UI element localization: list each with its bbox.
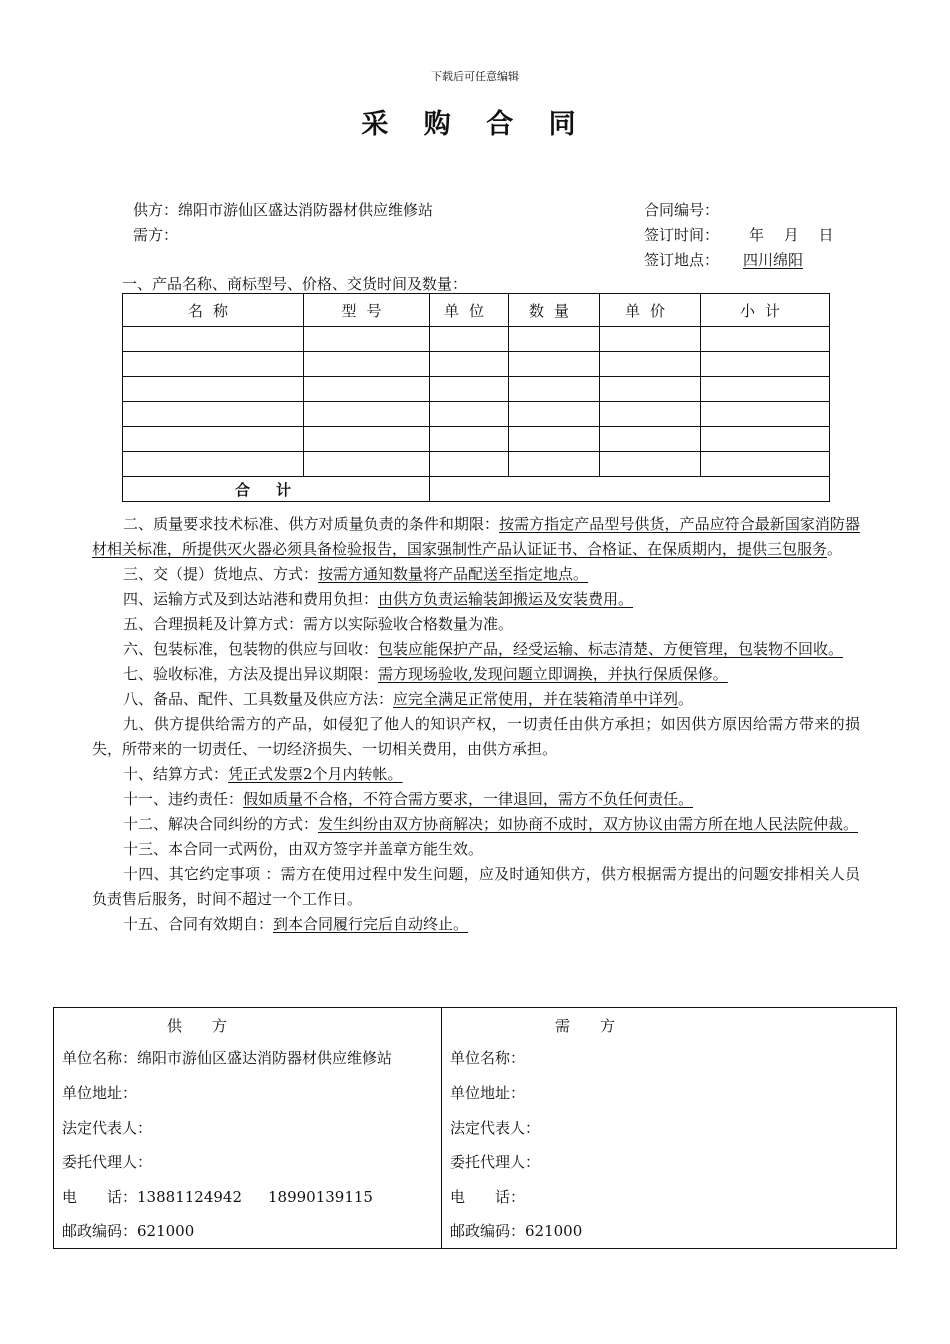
clause-11-value: 假如质量不合格，不符合需方要求，一律退回，需方不负任何责任。 xyxy=(243,790,694,808)
parties-divider xyxy=(441,1008,442,1248)
clause-10-label: 十、结算方式： xyxy=(123,765,229,783)
sign-time-value: 年 月 日 xyxy=(749,226,834,244)
header-subtotal: 小计 xyxy=(701,294,830,327)
section1-title: 一、产品名称、商标型号、价格、交货时间及数量： xyxy=(122,275,468,293)
document-title: 采 购 合 同 xyxy=(361,109,589,140)
clause-5: 五、合理损耗及计算方式：需方以实际验收合格数量为准。 xyxy=(123,615,514,633)
clause-11-label: 十一、违约责任： xyxy=(123,790,244,808)
total-row xyxy=(123,477,830,502)
clause-7 xyxy=(92,662,860,687)
table-cell xyxy=(600,452,701,477)
table-cell xyxy=(430,377,509,402)
clause-2 xyxy=(92,512,860,562)
sign-place-line xyxy=(644,249,803,270)
clause-2-end: 。 xyxy=(827,540,843,558)
buyer-heading: 需方 xyxy=(554,1017,645,1035)
buyer-label: 需方： xyxy=(133,226,179,244)
header-model: 型号 xyxy=(304,294,430,327)
table-cell xyxy=(701,427,830,452)
top-note: 下载后可任意编辑 xyxy=(431,70,519,83)
table-cell xyxy=(123,352,304,377)
table-cell xyxy=(304,352,430,377)
clause-9: 九、供方提供给需方的产品，如侵犯了他人的知识产权，一切责任由供方承担；如因供方原因给需方带来的损失，所带来的一切责任、一切经济损失、一切相关费用，由供方承担。 xyxy=(92,715,860,758)
clause-8-end: 。 xyxy=(678,690,694,708)
table-cell xyxy=(304,377,430,402)
table-cell xyxy=(600,352,701,377)
table-cell xyxy=(600,402,701,427)
clause-6-label: 六、包装标准，包装物的供应与回收： xyxy=(123,640,379,658)
clause-8 xyxy=(92,687,860,712)
clause-13: 十三、本合同一式两份，由双方签字并盖章方能生效。 xyxy=(123,840,484,858)
clause-12-value: 发生纠纷由双方协商解决；如协商不成时，双方协议由需方所在地人民法院仲裁。 xyxy=(318,815,859,833)
supplier-phone-1: 13881124942 xyxy=(137,1188,242,1206)
header-unit: 单位 xyxy=(430,294,509,327)
supplier-heading: 供方 xyxy=(166,1017,257,1035)
table-cell xyxy=(701,402,830,427)
buyer-phone-label: 电 话： xyxy=(450,1188,526,1206)
header-unit-price: 单价 xyxy=(600,294,701,327)
table-cell xyxy=(701,452,830,477)
supplier-postcode: 邮政编码：621000 xyxy=(62,1222,195,1240)
clause-10 xyxy=(92,762,860,787)
clause-6-value: 包装应能保护产品，经受运输、标志清楚、方便管理，包装物不回收。 xyxy=(378,640,844,658)
clause-7-label: 七、验收标准，方法及提出异议期限： xyxy=(123,665,379,683)
table-cell xyxy=(304,402,430,427)
total-label: 合计 xyxy=(123,477,430,502)
total-value xyxy=(430,477,830,502)
supplier-phone-label: 电 话： xyxy=(62,1188,138,1206)
supplier-label: 供方： xyxy=(133,201,179,219)
supplier-phone-2: 18990139115 xyxy=(268,1188,373,1206)
table-row xyxy=(123,377,830,402)
supplier-unit-name: 单位名称：绵阳市游仙区盛达消防器材供应维修站 xyxy=(62,1049,393,1067)
table-cell xyxy=(304,327,430,352)
supplier-phone xyxy=(62,1186,373,1207)
table-cell xyxy=(600,327,701,352)
supplier-unit-address: 单位地址： xyxy=(62,1084,138,1102)
header-quantity: 数量 xyxy=(509,294,600,327)
clause-3-value: 按需方通知数量将产品配送至指定地点。 xyxy=(318,565,589,583)
buyer-legal-rep: 法定代表人： xyxy=(450,1119,541,1137)
clause-6 xyxy=(92,637,860,662)
sign-time-line xyxy=(644,224,834,245)
sign-place-label: 签订地点： xyxy=(644,251,720,269)
clause-3 xyxy=(92,562,860,587)
clause-15 xyxy=(92,912,860,937)
clause-8-label: 八、备品、配件、工具数量及供应方法： xyxy=(123,690,394,708)
buyer-agent: 委托代理人： xyxy=(450,1153,541,1171)
table-cell xyxy=(509,352,600,377)
clause-7-value: 需方现场验收,发现问题立即调换，并执行保质保修。 xyxy=(378,665,728,683)
table-cell xyxy=(304,452,430,477)
buyer-unit-address: 单位地址： xyxy=(450,1084,526,1102)
clause-12-label: 十二、解决合同纠纷的方式： xyxy=(123,815,319,833)
supplier-legal-rep: 法定代表人： xyxy=(62,1119,153,1137)
supplier-line xyxy=(133,199,433,220)
table-cell xyxy=(509,427,600,452)
table-cell xyxy=(430,352,509,377)
clause-2-label: 二、质量要求技术标准、供方对质量负责的条件和期限： xyxy=(123,515,500,533)
clause-8-value: 应完全满足正常使用，并在装箱清单中详列 xyxy=(393,690,679,708)
table-cell xyxy=(600,427,701,452)
table-cell xyxy=(123,452,304,477)
clause-15-value: 到本合同履行完后自动终止。 xyxy=(273,915,469,933)
buyer-postcode: 邮政编码：621000 xyxy=(450,1222,583,1240)
clause-15-label: 十五、合同有效期自： xyxy=(123,915,274,933)
table-cell xyxy=(701,327,830,352)
clause-4-label: 四、运输方式及到达站港和费用负担： xyxy=(123,590,379,608)
table-cell xyxy=(123,327,304,352)
contract-no-label: 合同编号： xyxy=(644,201,720,219)
table-cell xyxy=(509,377,600,402)
table-row xyxy=(123,402,830,427)
table-cell xyxy=(430,427,509,452)
contract-clauses xyxy=(92,512,860,937)
table-row xyxy=(123,352,830,377)
table-cell xyxy=(430,402,509,427)
clause-4-value: 由供方负责运输装卸搬运及安装费用。 xyxy=(378,590,634,608)
clause-10-value: 凭正式发票2个月内转帐。 xyxy=(228,765,403,783)
table-cell xyxy=(123,377,304,402)
table-cell xyxy=(509,327,600,352)
supplier-name: 绵阳市游仙区盛达消防器材供应维修站 xyxy=(178,201,434,219)
table-row xyxy=(123,427,830,452)
table-cell xyxy=(123,402,304,427)
table-row xyxy=(123,327,830,352)
table-cell xyxy=(701,377,830,402)
product-table xyxy=(122,293,830,502)
table-cell xyxy=(430,452,509,477)
table-cell xyxy=(430,327,509,352)
table-cell xyxy=(509,402,600,427)
table-cell xyxy=(701,352,830,377)
clause-11 xyxy=(92,787,860,812)
clause-14: 十四、其它约定事项 ：需方在使用过程中发生问题，应及时通知供方，供方根据需方提出的问题安排相关人员负责售后服务，时间不超过一个工作日。 xyxy=(92,865,860,908)
table-cell xyxy=(509,452,600,477)
clause-4 xyxy=(92,587,860,612)
buyer-unit-name: 单位名称： xyxy=(450,1049,526,1067)
sign-time-label: 签订时间： xyxy=(644,226,720,244)
parties-box xyxy=(53,1007,897,1249)
table-cell xyxy=(600,377,701,402)
table-cell xyxy=(304,427,430,452)
table-cell xyxy=(123,427,304,452)
clause-3-label: 三、交（提）货地点、方式： xyxy=(123,565,319,583)
clause-12 xyxy=(92,812,860,837)
clause-2-value: 按需方指定产品型号供货，产品应符合最新国家消防器材相关标准，所提供灭火器必须具备检验报告，国家强制性产品认证证书、合格证、在保质期内，提供三包服务 xyxy=(92,515,860,558)
sign-place-value: 四川绵阳 xyxy=(743,251,804,269)
supplier-agent: 委托代理人： xyxy=(62,1153,153,1171)
table-row xyxy=(123,452,830,477)
header-name: 名称 xyxy=(123,294,304,327)
table-header-row xyxy=(123,294,830,327)
